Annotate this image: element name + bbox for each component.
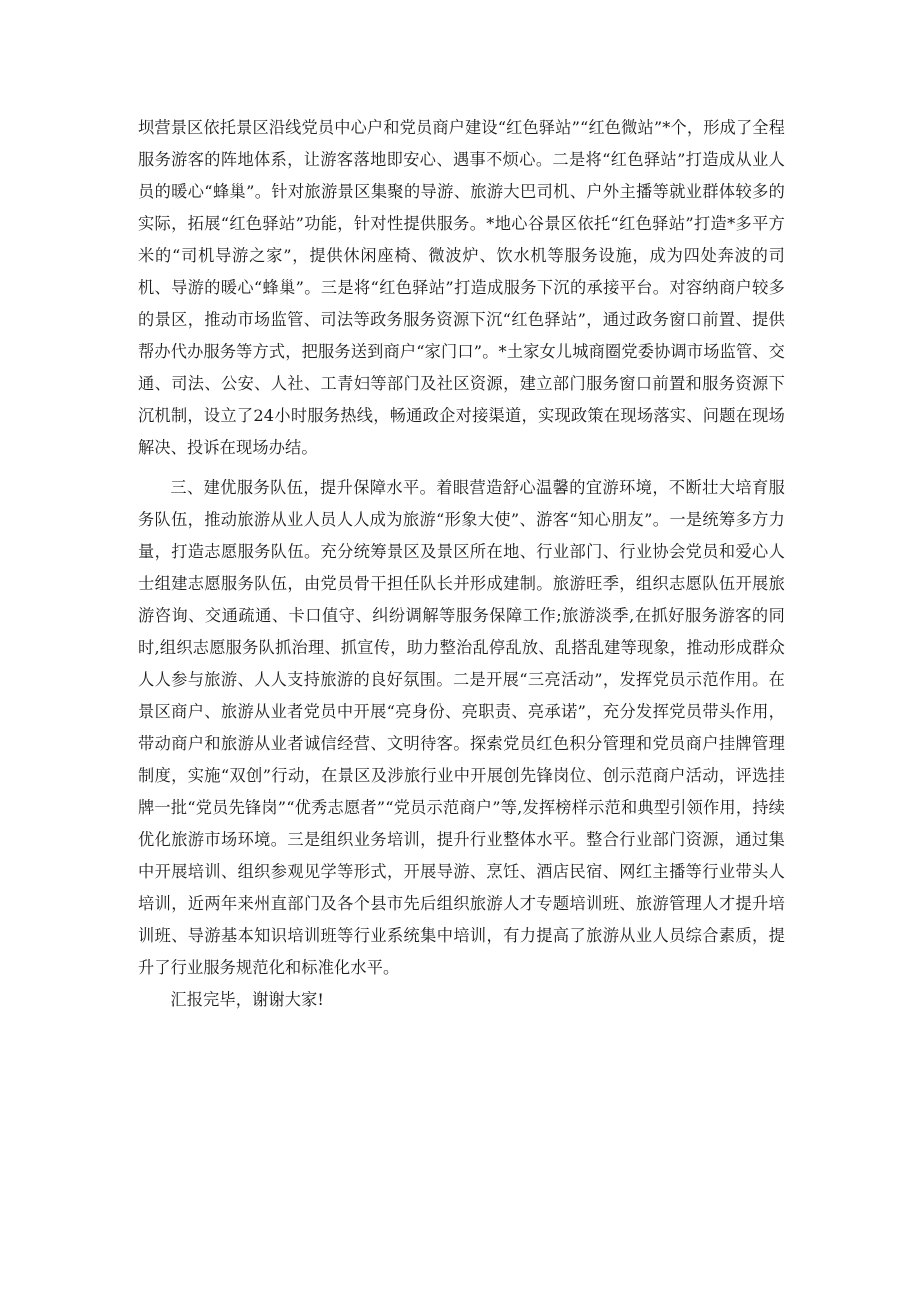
paragraph-gap: [138, 464, 785, 472]
paragraph-closing: 汇报完毕，谢谢大家!: [170, 990, 325, 1009]
paragraph-service-team: 三、建优服务队伍，提升保障水平。着眼营造舒心温馨的宜游环境，不断壮大培育服务队伍，推动旅游从业人员人人成为旅游“形象大使”、游客“知心朋友”。一是统筹多方力量，打造志愿服务队伍。充分统筹景区及景区所在地、行业部门、行业协会党员和爱心人士组建志愿服务队伍，由党员骨干担任队长并形成建制。旅游旺季，组织志愿队伍开展旅游咨询、交通疏通、卡口值守、纠纷调解等服务保障工作;旅游淡季,在抓好服务游客的同时,组织志愿服务队抓治理、抓宣传，助力整治乱停乱放、乱搭乱建等现象，推动形成群众人人参与旅游、人人支持旅游的良好氛围。二是开展“三亮活动”，发挥党员示范作用。在景区商户、旅游从业者党员中开展“亮身份、亮职责、亮承诺”，充分发挥党员带头作用，带动商户和旅游从业者诚信经营、文明待客。探索党员红色积分管理和党员商户挂牌管理制度，实施“双创”行动，在景区及涉旅行业中开展创先锋岗位、创示范商户活动，评选挂牌一批“党员先锋岗”“优秀志愿者”“党员示范商户”等,发挥榜样示范和典型引领作用，持续优化旅游市场环境。三是组织业务培训，提升行业整体水平。整合行业部门资源，通过集中开展培训、组织参观见学等形式，开展导游、烹饪、酒店民宿、网红主播等行业带头人培训，近两年来州直部门及各个县市先后组织旅游人才专题培训班、旅游管理人才提升培训班、导游基本知识培训班等行业系统集中培训，有力提高了旅游从业人员综合素质，提升了行业服务规范化和标准化水平。: [138, 478, 785, 977]
document-body: [138, 112, 785, 1016]
paragraph-red-station-continued: 坝营景区依托景区沿线党员中心户和党员商户建设“红色驿站”“红色微站”*个，形成了全程服务游客的阵地体系，让游客落地即安心、遇事不烦心。二是将“红色驿站”打造成从业人员的暖心“蜂巢”。针对旅游景区集聚的导游、旅游大巴司机、户外主播等就业群体较多的实际，拓展“红色驿站”功能，针对性提供服务。*地心谷景区依托“红色驿站”打造*多平方米的“司机导游之家”，提供休闲座椅、微波炉、饮水机等服务设施，成为四处奔波的司机、导游的暖心“蜂巢”。三是将“红色驿站”打造成服务下沉的承接平台。对容纳商户较多的景区，推动市场监管、司法等政务服务资源下沉“红色驿站”，通过政务窗口前置、提供帮办代办服务等方式，把服务送到商户“家门口”。*土家女儿城商圈党委协调市场监管、交通、司法、公安、人社、工青妇等部门及社区资源，建立部门服务窗口前置和服务资源下沉机制，设立了24小时服务热线，畅通政企对接渠道，实现政策在现场落实、问题在现场解决、投诉在现场办结。: [138, 118, 785, 457]
